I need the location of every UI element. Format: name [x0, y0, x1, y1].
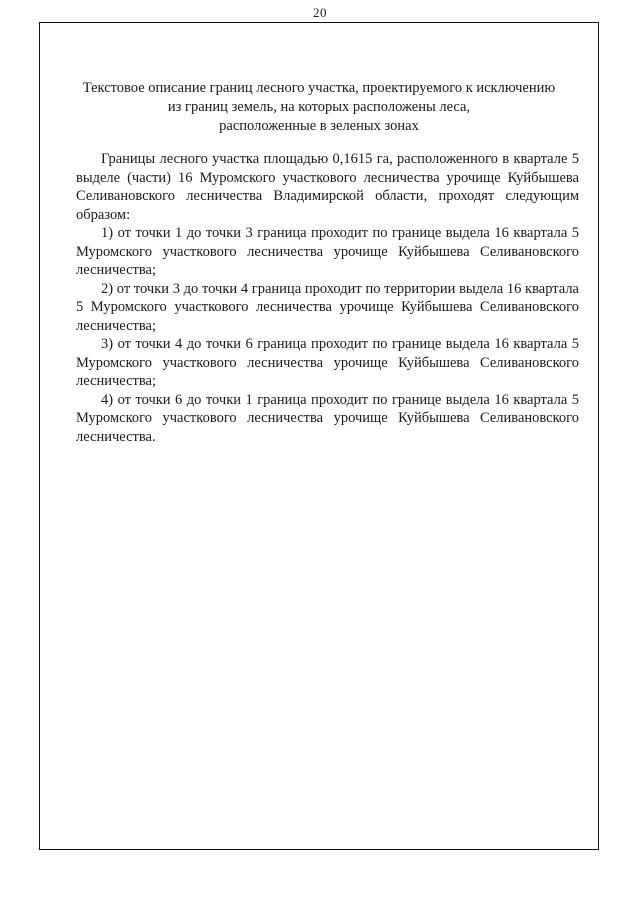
- title-line-1: Текстовое описание границ лесного участка, проектируемого к исключению: [82, 80, 556, 96]
- page-number: 20: [313, 5, 327, 20]
- boundary-item-2: 2) от точки 3 до точки 4 граница проходит по территории выдела 16 квартала 5 Муромского участкового лесничества урочище Куйбышева Селивановского лесничества;: [76, 280, 579, 334]
- boundary-item-3: 3) от точки 4 до точки 6 граница проходит по границе выдела 16 квартала 5 Муромского участкового лесничества урочище Куйбышева Селивановского лесничества;: [76, 336, 579, 389]
- intro-paragraph: Границы лесного участка площадью 0,1615 га, расположенного в квартале 5 выделе (части) 16 Муромского участкового лесничества урочище Куйбышева Селивановского лесничества Владимирской области, проходят следующим образом:: [76, 151, 579, 223]
- boundary-item-4: 4) от точки 6 до точки 1 граница проходит по границе выдела 16 квартала 5 Муромского участкового лесничества урочище Куйбышева Селивановского лесничества.: [76, 391, 579, 445]
- boundary-item-1: 1) от точки 1 до точки 3 граница проходит по границе выдела 16 квартала 5 Муромского участкового лесничества урочище Куйбышева Селивановского лесничества;: [76, 225, 579, 278]
- document-title: [39, 79, 599, 136]
- document-body: [76, 150, 579, 446]
- title-line-2: из границ земель, на которых расположены леса,: [167, 99, 471, 115]
- title-line-3: расположенные в зеленых зонах: [219, 118, 419, 134]
